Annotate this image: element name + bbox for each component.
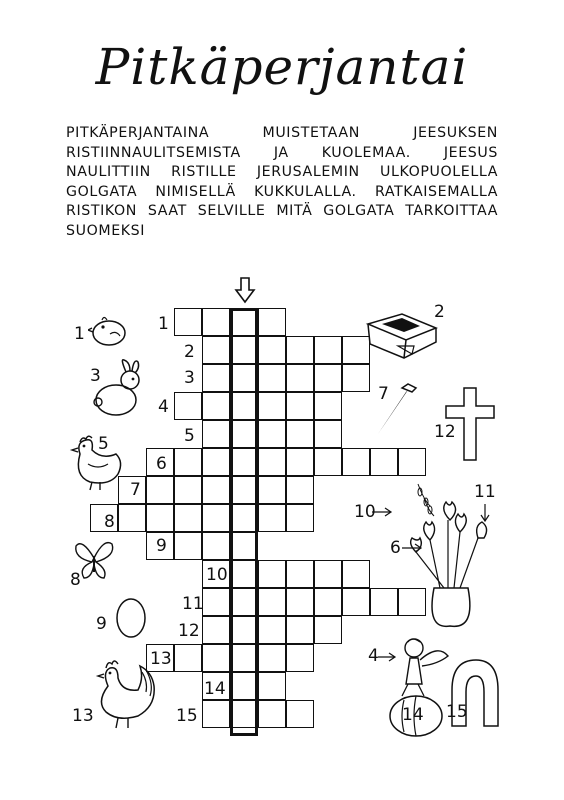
grid-cell[interactable]	[314, 616, 342, 644]
intro-text: PITKÄPERJANTAINA MUISTETAAN JEESUKSEN RISTIINNAULITSEMISTA JA KUOLEMAA. JEESUS NAULITTIIN RISTILLE JERUSALEMIN ULKOPUOLELLA GOLGATA NIMISELLÄ KUKKULALLA. RATKAISEMALLA RISTIKON SAAT SELVILLE MITÄ GOLGATA TARKOITTAA SUOMEKSI	[66, 125, 498, 239]
grid-cell[interactable]	[174, 308, 202, 336]
row-number-9: 9	[156, 536, 167, 556]
angel-pumpkin-rainbow-icon	[382, 630, 502, 740]
grid-cell[interactable]	[286, 588, 314, 616]
row-number-5: 5	[184, 426, 195, 446]
clue-number-8: 8	[70, 570, 81, 590]
grid-cell[interactable]	[174, 644, 202, 672]
grid-cell[interactable]	[342, 588, 370, 616]
grid-cell[interactable]	[118, 504, 146, 532]
row-number-10: 10	[206, 565, 228, 585]
clue-number-10: 10	[354, 502, 376, 522]
row-number-12: 12	[178, 621, 200, 641]
hen-icon	[66, 432, 126, 494]
grid-cell[interactable]	[342, 364, 370, 392]
grid-cell[interactable]	[202, 588, 230, 616]
grid-cell[interactable]	[342, 560, 370, 588]
clue-number-9: 9	[96, 614, 107, 634]
clue-number-1: 1	[74, 324, 85, 344]
grid-cell[interactable]	[314, 392, 342, 420]
grid-cell[interactable]	[258, 588, 286, 616]
clue-number-3: 3	[90, 366, 101, 386]
grid-cell[interactable]	[258, 504, 286, 532]
cross-icon	[444, 386, 496, 462]
rabbit-icon	[90, 358, 146, 420]
arrow-down-icon-2	[478, 502, 492, 524]
page-title: Pitkäperjantai	[95, 38, 469, 96]
row-number-7: 7	[130, 480, 141, 500]
clue-number-11: 11	[474, 482, 496, 502]
grid-cell[interactable]	[286, 504, 314, 532]
clue-number-15: 15	[446, 702, 468, 722]
clue-number-7: 7	[378, 384, 389, 404]
row-number-6: 6	[156, 454, 167, 474]
grid-cell[interactable]	[370, 448, 398, 476]
chick-icon	[88, 312, 130, 348]
grid-cell[interactable]	[202, 644, 230, 672]
grid-cell[interactable]	[286, 476, 314, 504]
grid-cell[interactable]	[286, 420, 314, 448]
grid-cell[interactable]	[202, 448, 230, 476]
nail-icon	[372, 380, 418, 438]
grid-cell[interactable]	[314, 588, 342, 616]
row-number-1: 1	[158, 314, 169, 334]
arrow-right-icon-2	[400, 541, 424, 555]
row-number-13: 13	[150, 649, 172, 669]
row-number-11: 11	[182, 594, 204, 614]
grid-cell[interactable]	[174, 476, 202, 504]
grid-cell[interactable]	[202, 504, 230, 532]
grid-cell[interactable]	[202, 420, 230, 448]
grid-cell[interactable]	[174, 392, 202, 420]
grid-cell[interactable]	[202, 364, 230, 392]
grid-cell[interactable]	[342, 448, 370, 476]
grid-cell[interactable]	[258, 448, 286, 476]
grid-cell[interactable]	[258, 644, 286, 672]
egg-icon	[114, 596, 148, 640]
grid-cell[interactable]	[314, 448, 342, 476]
grid-cell[interactable]	[202, 476, 230, 504]
grid-cell[interactable]	[258, 476, 286, 504]
grid-cell[interactable]	[286, 336, 314, 364]
rooster-icon	[88, 656, 158, 732]
grid-cell[interactable]	[146, 504, 174, 532]
grid-cell[interactable]	[286, 616, 314, 644]
grid-cell[interactable]	[258, 560, 286, 588]
grid-cell[interactable]	[174, 448, 202, 476]
grid-cell[interactable]	[398, 448, 426, 476]
clue-number-14: 14	[402, 705, 424, 725]
grid-cell[interactable]	[202, 392, 230, 420]
grid-cell[interactable]	[258, 672, 286, 700]
row-number-2: 2	[184, 342, 195, 362]
grid-cell[interactable]	[286, 644, 314, 672]
grid-cell[interactable]	[258, 700, 286, 728]
grid-cell[interactable]	[202, 700, 230, 728]
grid-cell[interactable]	[258, 308, 286, 336]
clue-number-5: 5	[98, 434, 109, 454]
row-number-15: 15	[176, 706, 198, 726]
grid-cell[interactable]	[286, 700, 314, 728]
grid-cell[interactable]	[258, 616, 286, 644]
grid-cell[interactable]	[258, 336, 286, 364]
grid-cell[interactable]	[174, 504, 202, 532]
solution-column	[230, 308, 258, 736]
grid-cell[interactable]	[314, 560, 342, 588]
grid-cell[interactable]	[286, 560, 314, 588]
grid-cell[interactable]	[314, 420, 342, 448]
grid-cell[interactable]	[174, 532, 202, 560]
grid-cell[interactable]	[314, 336, 342, 364]
grid-cell[interactable]	[202, 308, 230, 336]
clue-number-4: 4	[368, 646, 379, 666]
grid-cell[interactable]	[286, 392, 314, 420]
butterfly-icon	[72, 538, 116, 584]
box-icon	[362, 306, 442, 362]
clue-number-13: 13	[72, 706, 94, 726]
grid-cell[interactable]	[314, 364, 342, 392]
grid-cell[interactable]	[286, 364, 314, 392]
grid-cell[interactable]	[202, 532, 230, 560]
clue-number-12: 12	[434, 422, 456, 442]
row-number-8: 8	[104, 512, 115, 532]
grid-cell[interactable]	[286, 448, 314, 476]
row-number-14: 14	[204, 679, 226, 699]
grid-cell[interactable]	[202, 336, 230, 364]
grid-cell[interactable]	[258, 392, 286, 420]
arrow-down-icon	[234, 276, 256, 304]
grid-cell[interactable]	[258, 420, 286, 448]
row-number-3: 3	[184, 368, 195, 388]
row-number-4: 4	[158, 397, 169, 417]
clue-number-6: 6	[390, 538, 401, 558]
grid-cell[interactable]	[202, 616, 230, 644]
clue-number-2: 2	[434, 302, 445, 322]
grid-cell[interactable]	[258, 364, 286, 392]
arrow-right-icon	[370, 505, 394, 519]
grid-cell[interactable]	[146, 476, 174, 504]
